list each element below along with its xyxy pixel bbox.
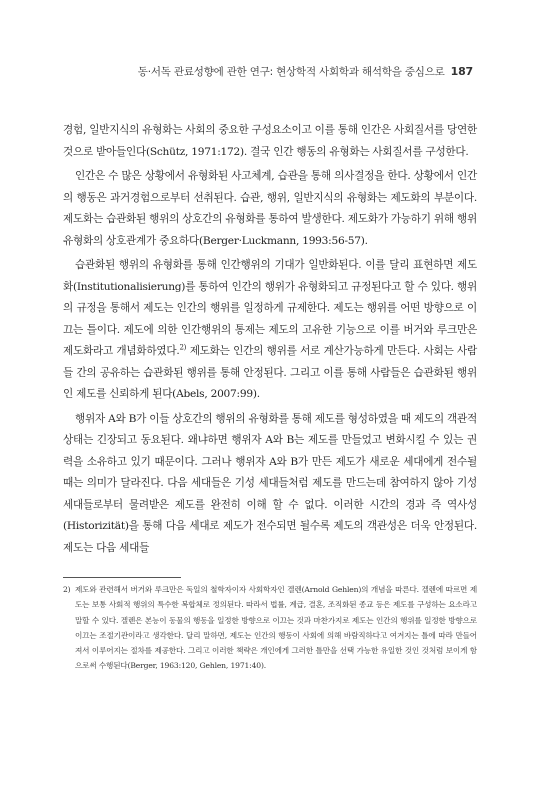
paragraph-2: 인간은 수 많은 상황에서 유형화된 사고체계, 습관을 통해 의사결정을 한다. 상황에서 인간의 행동은 과거경험으로부터 선취된다. 습관, 행위, 일반지식의 유형화는 제도화의 부분이다. 제도화는 습관화된 행위의 상호간의 유형화를 통하여 발생한다. 제도화가 가능하기 위해 행위 유형화의 상호관계가 중요하다(Berger·Luckmann, 1993:56-57). [63, 170, 477, 247]
footnote-text: 제도와 관련해서 버거와 루크만은 독일의 철학자이자 사회학자인 겔렌(Arnold Gehlen)의 개념을 따른다. 겔렌에 따르면 제도는 보통 사회적 행위의 특수한 복합체로 정의된다. 따라서 법률, 계급, 결혼, 조직화된 종교 등은 제도를 구성하는 요소라고 말할 수 있다. 겔렌은 본능이 동물의 행동을 일정한 방향으로 이끄는 것과 마찬가지로 제도는 인간의 행위를 일정한 방향으로 이끄는 조절기관이라고 생각한다. 달리 말하면, 제도는 인간의 행동이 사회에 의해 바람직하다고 여겨지는 틀에 따라 만들어져서 이루어지는 절차를 제공한다. 그리고 이러한 책략은 개인에게 그러한 틀만을 선택 가능한 유일한 것인 것처럼 보이게 함으로써 수행된다(Berger, 1963:120, Gehlen, 1971:40). [75, 585, 477, 671]
body-text [63, 120, 477, 559]
paragraph-1: 경험, 일반지식의 유형화는 사회의 중요한 구성요소이고 이를 통해 인간은 사회질서를 당연한 것으로 받아들인다(Schütz, 1971:172). 결국 인간 행동의 유형화는 사회질서를 구성한다. [63, 124, 477, 158]
footnote-divider [63, 577, 181, 578]
footnote [63, 582, 477, 674]
running-header [138, 64, 473, 79]
paragraph-3-continuation: 제도화는 인간의 행위를 서로 계산가능하게 만든다. 사회는 사람들 간의 공유하는 습관화된 행위를 통해 안정된다. 그리고 이를 통해 사람들은 습관화된 행위인 제도를 신뢰하게 된다(Abels, 2007:99). [63, 345, 478, 400]
running-title: 동·서독 관료성향에 관한 연구: 현상학적 사회학과 해석학을 중심으로 [137, 66, 445, 78]
paragraph-4: 행위자 A와 B가 이들 상호간의 행위의 유형화를 통해 제도를 형성하였을 때 제도의 객관적 상태는 긴장되고 동요된다. 왜냐하면 행위자 A와 B는 제도를 만들었고 변화시킬 수 있는 권력을 소유하고 있기 때문이다. 그러나 행위자 A와 B가 만든 제도가 새로운 세대에게 전수될 때는 의미가 달라진다. 다음 세대들은 기성 세대들처럼 제도를 만드는데 참여하지 않아 기성 세대들로부터 물려받은 제도를 완전히 이해 할 수 없다. 이러한 시간의 경과 즉 역사성(Historizität)을 통해 다음 세대로 제도가 전수되면 될수록 제도의 객관성은 더욱 안정된다. 제도는 다음 세대들 [63, 412, 477, 554]
page-number: 187 [450, 65, 473, 78]
paragraph-3 [63, 255, 477, 406]
footnote-number: 2) [63, 585, 71, 594]
footnote-reference[interactable]: 2) [179, 343, 187, 352]
paragraph-3-text: 습관화된 행위의 유형화를 통해 인간행위의 기대가 일반화된다. 이를 달리 표현하면 제도화(Institutionalisierung)를 통하여 인간의 행위가 유형화되고 규정된다고 할 수 있다. 행위의 규정을 통해서 제도는 인간의 행위를 일정하게 규제한다. 제도는 행위를 어떤 방향으로 이끄는 틀이다. 제도에 의한 인간행위의 통제는 제도의 고유한 기능으로 이를 버거와 루크만은 제도화라고 개념화하였다. [63, 259, 477, 357]
